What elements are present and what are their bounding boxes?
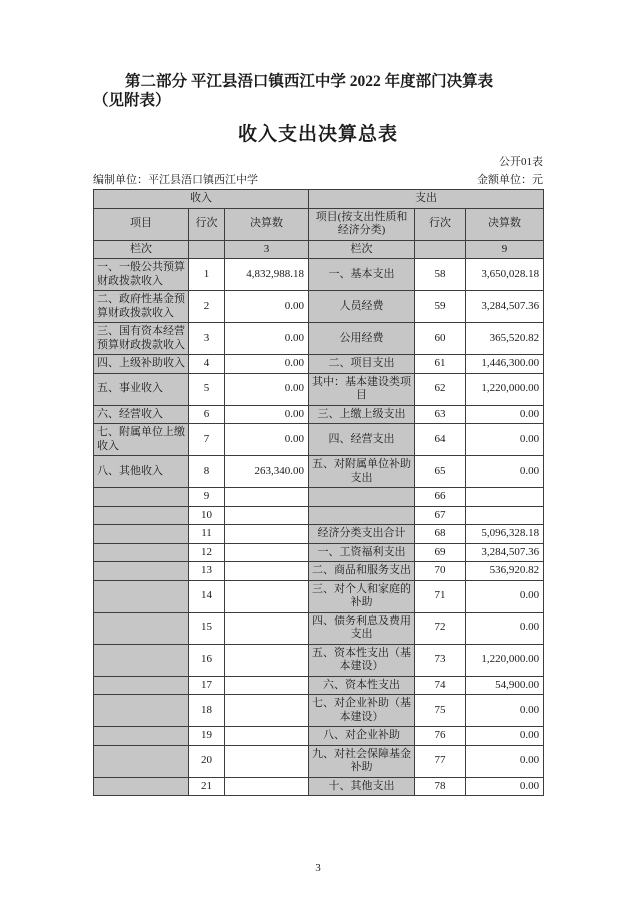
expense-amount-cell: 5,096,328.18	[466, 525, 544, 544]
expense-line-cell: 71	[415, 580, 466, 612]
income-amount-cell	[225, 745, 309, 777]
table-row	[94, 727, 544, 746]
table-row	[94, 543, 544, 562]
income-line-cell: 2	[189, 291, 225, 323]
expense-amount-cell: 0.00	[466, 405, 544, 424]
amount-unit: 金额单位：元	[477, 174, 543, 186]
expense-amount-cell: 0.00	[466, 612, 544, 644]
income-amount-cell: 4,832,988.18	[225, 259, 309, 291]
table-row	[94, 259, 544, 291]
expense-amount-cell: 54,900.00	[466, 676, 544, 695]
expense-item-cell: 二、项目支出	[309, 355, 415, 374]
table-row	[94, 676, 544, 695]
income-amount-cell	[225, 777, 309, 796]
expense-amount-cell: 1,220,000.00	[466, 373, 544, 405]
income-line-cell: 17	[189, 676, 225, 695]
income-item-cell: 一、一般公共预算财政拨款收入	[94, 259, 189, 291]
expense-item-cell: 其中：基本建设类项目	[309, 373, 415, 405]
income-line-cell: 9	[189, 488, 225, 507]
income-amount-cell	[225, 543, 309, 562]
income-item-cell: 三、国有资本经营预算财政拨款收入	[94, 323, 189, 355]
expense-line-cell: 64	[415, 424, 466, 456]
section-title-line1: 第二部分 平江县浯口镇西江中学 2022 年度部门决算表	[125, 73, 494, 90]
expense-item-cell: 五、对附属单位补助支出	[309, 456, 415, 488]
expense-amount-cell: 536,920.82	[466, 562, 544, 581]
income-line-cell: 15	[189, 612, 225, 644]
expense-line-cell: 62	[415, 373, 466, 405]
income-amount-cell	[225, 644, 309, 676]
expense-line-cell: 72	[415, 612, 466, 644]
income-item-cell	[94, 580, 189, 612]
income-amount-cell: 0.00	[225, 424, 309, 456]
income-item-cell	[94, 745, 189, 777]
income-item-cell: 五、事业收入	[94, 373, 189, 405]
income-item-cell	[94, 644, 189, 676]
col-header-income-amount: 决算数	[225, 208, 309, 240]
expense-amount-cell: 3,284,507.36	[466, 291, 544, 323]
expense-item-cell: 三、上缴上级支出	[309, 405, 415, 424]
income-item-cell: 四、上级补助收入	[94, 355, 189, 374]
income-item-cell	[94, 525, 189, 544]
expense-item-cell: 九、对社会保障基金补助	[309, 745, 415, 777]
income-line-cell: 12	[189, 543, 225, 562]
table-row	[94, 695, 544, 727]
expense-item-cell: 十、其他支出	[309, 777, 415, 796]
table-row	[94, 291, 544, 323]
table-row	[94, 562, 544, 581]
income-item-cell	[94, 506, 189, 525]
expense-line-cell: 67	[415, 506, 466, 525]
table-body	[94, 259, 544, 796]
expense-line-cell: 69	[415, 543, 466, 562]
table-row	[94, 745, 544, 777]
expense-amount-cell: 0.00	[466, 745, 544, 777]
income-item-cell	[94, 562, 189, 581]
expense-item-cell: 八、对企业补助	[309, 727, 415, 746]
income-item-cell	[94, 777, 189, 796]
expense-line-cell: 74	[415, 676, 466, 695]
section-title-line2: （见附表）	[93, 92, 171, 109]
expense-item-cell: 经济分类支出合计	[309, 525, 415, 544]
col-header-expense-line: 行次	[415, 208, 466, 240]
section-title	[93, 72, 543, 110]
income-item-cell	[94, 676, 189, 695]
income-amount-cell	[225, 562, 309, 581]
expense-line-cell: 65	[415, 456, 466, 488]
table-number: 公开01表	[499, 156, 543, 168]
col-header-income-line: 行次	[189, 208, 225, 240]
income-line-cell: 6	[189, 405, 225, 424]
income-amount-cell	[225, 506, 309, 525]
expense-line-cell: 59	[415, 291, 466, 323]
income-line-cell: 14	[189, 580, 225, 612]
expense-item-cell	[309, 488, 415, 507]
group-header-row	[94, 190, 544, 209]
table-row	[94, 405, 544, 424]
table-row	[94, 424, 544, 456]
main-title: 收入支出决算总表	[237, 124, 398, 145]
expense-line-cell: 77	[415, 745, 466, 777]
table-row	[94, 355, 544, 374]
table-row	[94, 456, 544, 488]
income-amount-cell	[225, 488, 309, 507]
income-item-cell	[94, 612, 189, 644]
income-amount-cell	[225, 676, 309, 695]
income-item-cell: 八、其他收入	[94, 456, 189, 488]
expense-item-cell: 公用经费	[309, 323, 415, 355]
income-amount-cell: 0.00	[225, 291, 309, 323]
expense-line-cell: 70	[415, 562, 466, 581]
expense-item-cell: 三、对个人和家庭的补助	[309, 580, 415, 612]
table-row	[94, 612, 544, 644]
expense-amount-cell	[466, 506, 544, 525]
income-expense-summary-table	[93, 189, 544, 796]
income-line-cell: 16	[189, 644, 225, 676]
income-amount-cell	[225, 580, 309, 612]
lanci-expense-line	[415, 240, 466, 259]
expense-item-cell: 六、资本性支出	[309, 676, 415, 695]
table-row	[94, 644, 544, 676]
expense-amount-cell: 1,446,300.00	[466, 355, 544, 374]
expense-amount-cell: 0.00	[466, 727, 544, 746]
expense-item-cell: 四、经营支出	[309, 424, 415, 456]
col-header-expense-amount: 决算数	[466, 208, 544, 240]
table-row	[94, 777, 544, 796]
expense-amount-cell: 0.00	[466, 424, 544, 456]
lanci-income-line	[189, 240, 225, 259]
expense-line-cell: 58	[415, 259, 466, 291]
income-amount-cell: 0.00	[225, 355, 309, 374]
expense-amount-cell: 0.00	[466, 695, 544, 727]
expense-amount-cell: 365,520.82	[466, 323, 544, 355]
page-number: 3	[315, 862, 321, 874]
income-line-cell: 13	[189, 562, 225, 581]
income-item-cell	[94, 543, 189, 562]
income-line-cell: 21	[189, 777, 225, 796]
income-line-cell: 4	[189, 355, 225, 374]
income-line-cell: 10	[189, 506, 225, 525]
table-row	[94, 525, 544, 544]
expense-item-cell: 四、债务利息及费用支出	[309, 612, 415, 644]
expense-amount-cell: 0.00	[466, 777, 544, 796]
expense-line-cell: 60	[415, 323, 466, 355]
income-item-cell	[94, 488, 189, 507]
income-amount-cell	[225, 727, 309, 746]
expense-item-cell: 二、商品和服务支出	[309, 562, 415, 581]
income-item-cell: 六、经营收入	[94, 405, 189, 424]
income-amount-cell	[225, 695, 309, 727]
income-line-cell: 19	[189, 727, 225, 746]
lanci-income-label: 栏次	[94, 240, 189, 259]
expense-amount-cell	[466, 488, 544, 507]
table-row	[94, 506, 544, 525]
expense-item-cell: 七、对企业补助（基本建设）	[309, 695, 415, 727]
lanci-expense-index: 9	[466, 240, 544, 259]
lanci-expense-label: 栏次	[309, 240, 415, 259]
income-line-cell: 5	[189, 373, 225, 405]
lanci-row	[94, 240, 544, 259]
income-line-cell: 3	[189, 323, 225, 355]
expense-line-cell: 73	[415, 644, 466, 676]
table-row	[94, 323, 544, 355]
income-line-cell: 18	[189, 695, 225, 727]
expense-line-cell: 63	[415, 405, 466, 424]
prepared-by: 编制单位：平江县浯口镇西江中学	[93, 174, 258, 186]
table-row	[94, 580, 544, 612]
expense-item-cell: 五、资本性支出（基本建设）	[309, 644, 415, 676]
income-line-cell: 8	[189, 456, 225, 488]
income-amount-cell: 0.00	[225, 323, 309, 355]
income-item-cell	[94, 695, 189, 727]
expense-amount-cell: 0.00	[466, 456, 544, 488]
expense-line-cell: 76	[415, 727, 466, 746]
income-amount-cell: 0.00	[225, 405, 309, 424]
expense-line-cell: 66	[415, 488, 466, 507]
expense-item-cell: 一、基本支出	[309, 259, 415, 291]
income-item-cell: 七、附属单位上缴收入	[94, 424, 189, 456]
income-item-cell: 二、政府性基金预算财政拨款收入	[94, 291, 189, 323]
income-group-header: 收入	[94, 190, 309, 209]
expense-line-cell: 61	[415, 355, 466, 374]
income-line-cell: 20	[189, 745, 225, 777]
income-amount-cell: 0.00	[225, 373, 309, 405]
income-line-cell: 11	[189, 525, 225, 544]
expense-amount-cell: 3,284,507.36	[466, 543, 544, 562]
income-amount-cell	[225, 612, 309, 644]
expense-line-cell: 78	[415, 777, 466, 796]
table-row	[94, 373, 544, 405]
income-amount-cell	[225, 525, 309, 544]
expense-amount-cell: 3,650,028.18	[466, 259, 544, 291]
expense-amount-cell: 1,220,000.00	[466, 644, 544, 676]
income-amount-cell: 263,340.00	[225, 456, 309, 488]
expense-item-cell: 人员经费	[309, 291, 415, 323]
column-header-row	[94, 208, 544, 240]
expense-line-cell: 75	[415, 695, 466, 727]
expense-item-cell: 一、工资福利支出	[309, 543, 415, 562]
income-line-cell: 1	[189, 259, 225, 291]
expense-line-cell: 68	[415, 525, 466, 544]
lanci-income-index: 3	[225, 240, 309, 259]
income-item-cell	[94, 727, 189, 746]
table-meta-row	[93, 171, 543, 187]
table-row	[94, 488, 544, 507]
income-line-cell: 7	[189, 424, 225, 456]
expense-item-cell	[309, 506, 415, 525]
col-header-income-item: 项目	[94, 208, 189, 240]
expense-amount-cell: 0.00	[466, 580, 544, 612]
expense-group-header: 支出	[309, 190, 544, 209]
col-header-expense-item: 项目(按支出性质和经济分类)	[309, 208, 415, 240]
